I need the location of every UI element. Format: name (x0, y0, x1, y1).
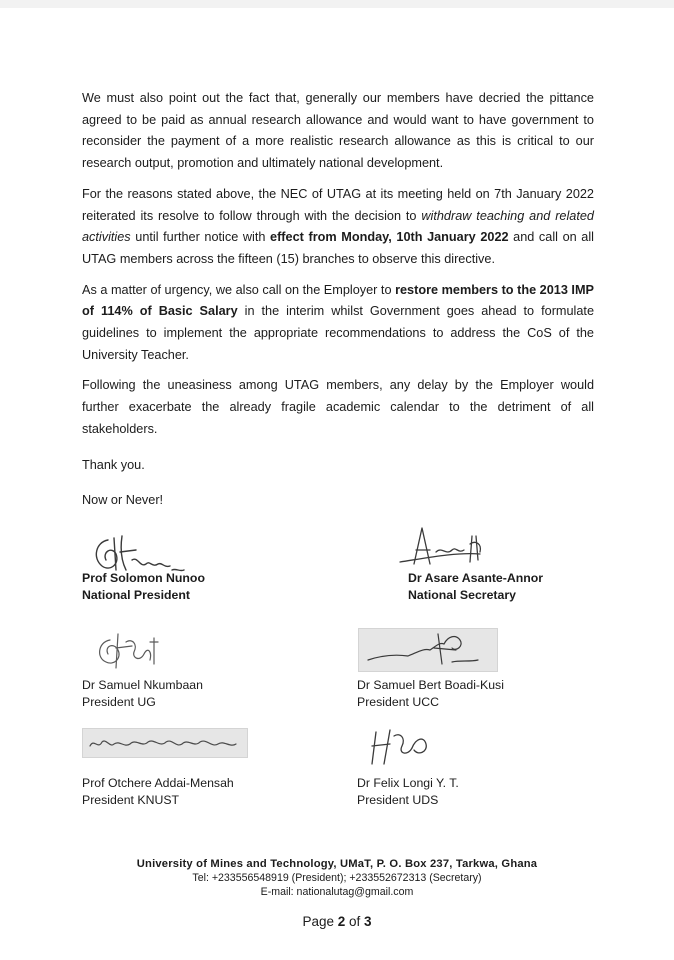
signatory-president-ug (82, 677, 203, 711)
paragraph-withdraw-teaching: For the reasons stated above, the NEC of UTAG at its meeting held on 7th January 2022 reiterated its resolve to follow through with the decision to withdraw teaching and related activities until further notice with effect from Monday, 10th January 2022 and call on all UTAG members across the fifteen (15) branches to observe this directive. (82, 186, 594, 266)
slogan-line: Now or Never! (82, 493, 164, 508)
signature-nkumbaan (92, 628, 166, 674)
signature-boadi-kusi (360, 626, 494, 672)
footer-email: E-mail: nationalutag@gmail.com (260, 886, 414, 898)
signatory-name: Dr Samuel Bert Boadi-Kusi (357, 678, 504, 692)
footer-telephone: Tel: +233556548919 (President); +233552672313 (Secretary) (192, 872, 482, 884)
signatory-title: President KNUST (82, 793, 180, 807)
signatory-title: President UCC (357, 695, 440, 709)
signature-addai-mensah (84, 728, 244, 756)
signatory-national-president (82, 570, 205, 604)
signatory-name: Dr Samuel Nkumbaan (82, 678, 203, 692)
signatory-national-secretary (408, 570, 543, 604)
paragraph-uneasiness: Following the uneasiness among UTAG members, any delay by the Employer would further exacerbate the already fragile academic calendar to the detriment of all stakeholders. (82, 378, 594, 436)
signature-longi (364, 724, 434, 770)
page-label: Page (302, 914, 334, 929)
page-total: 3 (364, 914, 372, 929)
signatory-president-knust (82, 775, 234, 809)
emphasis-withdraw: withdraw teaching and related activities (82, 208, 594, 245)
page-current: 2 (337, 914, 346, 929)
signatory-name: Prof Otchere Addai-Mensah (82, 776, 234, 790)
signatory-president-ucc (357, 677, 504, 711)
signatory-name: Dr Asare Asante-Annor (408, 571, 544, 585)
top-margin-strip (0, 0, 674, 8)
paragraph-restore-imp: As a matter of urgency, we also call on the Employer to restore members to the 2013 IMP of 114% of Basic Salary in the interim whilst Government goes ahead to formulate guidelines to implement the appropriate recommendations to address the CoS of the University Teacher. (82, 282, 594, 362)
signatory-title: National President (82, 588, 190, 602)
signatory-title: President UG (82, 695, 156, 709)
footer-address: University of Mines and Technology, UMaT, P. O. Box 237, Tarkwa, Ghana (136, 858, 538, 870)
signature-asante-annor (396, 522, 506, 574)
emphasis-effective-date: effect from Monday, 10th January 2022 (270, 230, 509, 245)
signatory-name: Prof Solomon Nunoo (82, 571, 205, 585)
paragraph-research-allowance: We must also point out the fact that, generally our members have decried the pittance agreed to be paid as annual research allowance and would want to have government to reconsider the payment of a more realistic research allowance as this is critical to our research output, promotion and ultimately national development. (82, 91, 594, 171)
signatory-title: President UDS (357, 793, 439, 807)
letter-body (82, 88, 594, 521)
page-number (0, 914, 674, 929)
signatory-name: Dr Felix Longi Y. T. (357, 776, 459, 790)
emphasis-restore-imp: restore members to the 2013 IMP of 114% of Basic Salary (82, 282, 594, 319)
page-of: of (349, 914, 361, 929)
signatory-president-uds (357, 775, 459, 809)
thank-you-line: Thank you. (82, 457, 145, 472)
signatory-title: National Secretary (408, 588, 516, 602)
